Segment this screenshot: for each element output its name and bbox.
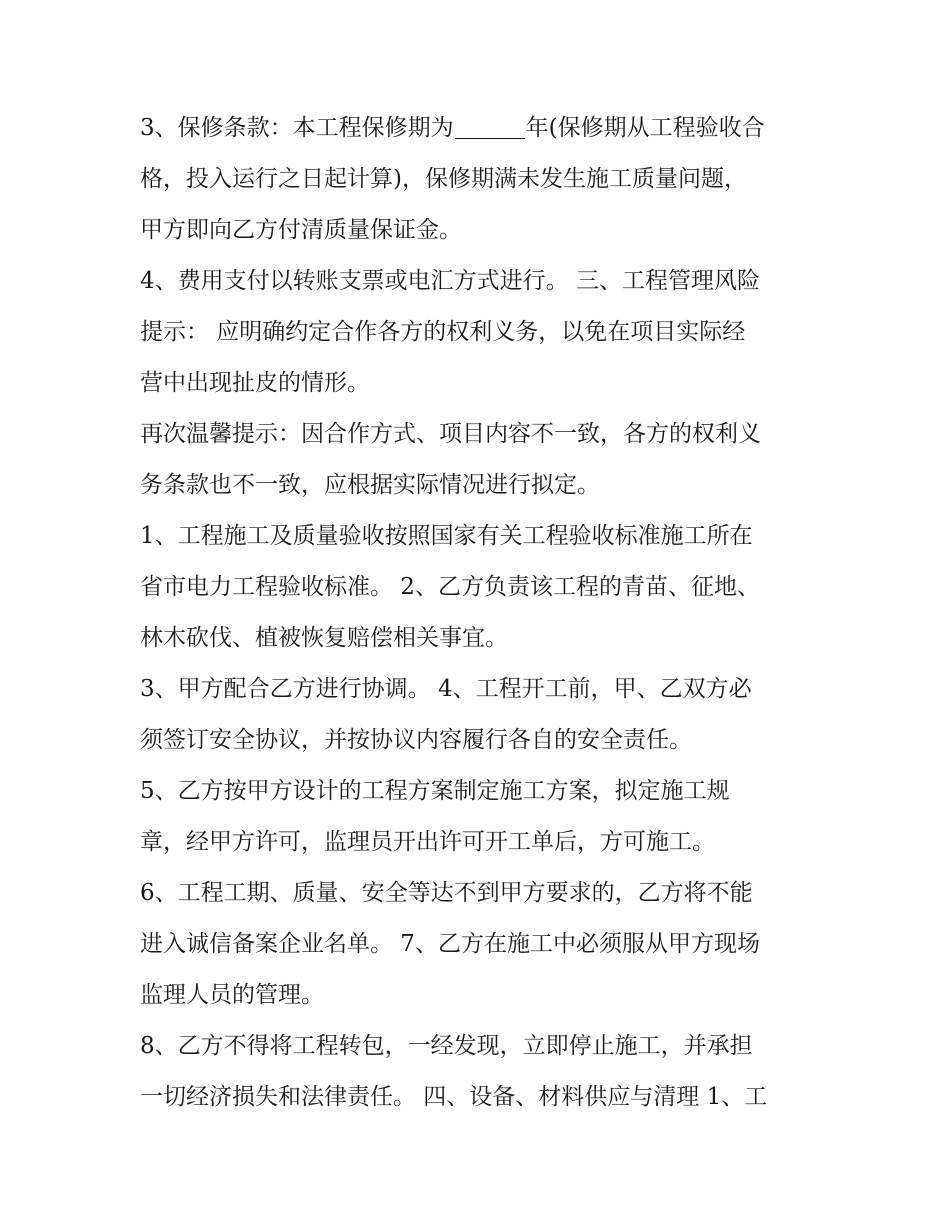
text-segment: 年(保修期从工程验收合 — [525, 115, 765, 141]
text-line: 1、工程施工及质量验收按照国家有关工程验收标准施工所在 — [140, 523, 753, 549]
text-line: 5、乙方按甲方设计的工程方案制定施工方案，拟定施工规 — [140, 778, 730, 804]
text-line: 格，投入运行之日起计算)，保修期满未发生施工质量问题， — [140, 166, 747, 192]
paragraph-coordination — [140, 664, 820, 766]
paragraph-construction-plan — [140, 766, 820, 868]
paragraph-warranty — [140, 103, 820, 256]
paragraph-construction-quality — [140, 511, 820, 664]
text-line: 3、甲方配合乙方进行协调。 4、工程开工前，甲、乙双方必 — [140, 676, 752, 702]
text-line: 林木砍伐、植被恢复赔偿相关事宜。 — [140, 625, 508, 651]
paragraph-payment — [140, 256, 820, 409]
text-line: 甲方即向乙方付清质量保证金。 — [140, 217, 462, 243]
fill-in-blank — [455, 115, 525, 139]
text-line: 章，经甲方许可，监理员开出许可开工单后，方可施工。 — [140, 829, 715, 855]
text-line: 进入诚信备案企业名单。 7、乙方在施工中必须服从甲方现场 — [140, 931, 760, 957]
text-line: 须签订安全协议，并按协议内容履行各自的安全责任。 — [140, 727, 692, 753]
text-line: 4、费用支付以转账支票或电汇方式进行。 三、工程管理风险 — [140, 268, 760, 294]
text-line: 6、工程工期、质量、安全等达不到甲方要求的，乙方将不能 — [140, 880, 753, 906]
text-line: 一切经济损失和法律责任。 四、设备、材料供应与清理 1、工 — [140, 1084, 768, 1110]
text-line: 再次温馨提示：因合作方式、项目内容不一致，各方的权利义 — [140, 421, 761, 447]
text-line: 务条款也不一致，应根据实际情况进行拟定。 — [140, 472, 600, 498]
paragraph-reminder — [140, 409, 820, 511]
document-body — [140, 103, 820, 1123]
text-segment: 3、保修条款：本工程保修期为 — [140, 115, 454, 141]
text-line: 提示： 应明确约定合作各方的权利义务，以免在项目实际经 — [140, 319, 746, 345]
paragraph-schedule — [140, 868, 820, 1021]
paragraph-subcontract — [140, 1021, 820, 1123]
text-line: 监理人员的管理。 — [140, 982, 324, 1008]
text-line: 营中出现扯皮的情形。 — [140, 370, 370, 396]
text-line: 8、乙方不得将工程转包，一经发现，立即停止施工，并承担 — [140, 1033, 753, 1059]
text-line — [140, 103, 820, 154]
text-line: 省市电力工程验收标准。 2、乙方负责该工程的青苗、征地、 — [140, 574, 760, 600]
